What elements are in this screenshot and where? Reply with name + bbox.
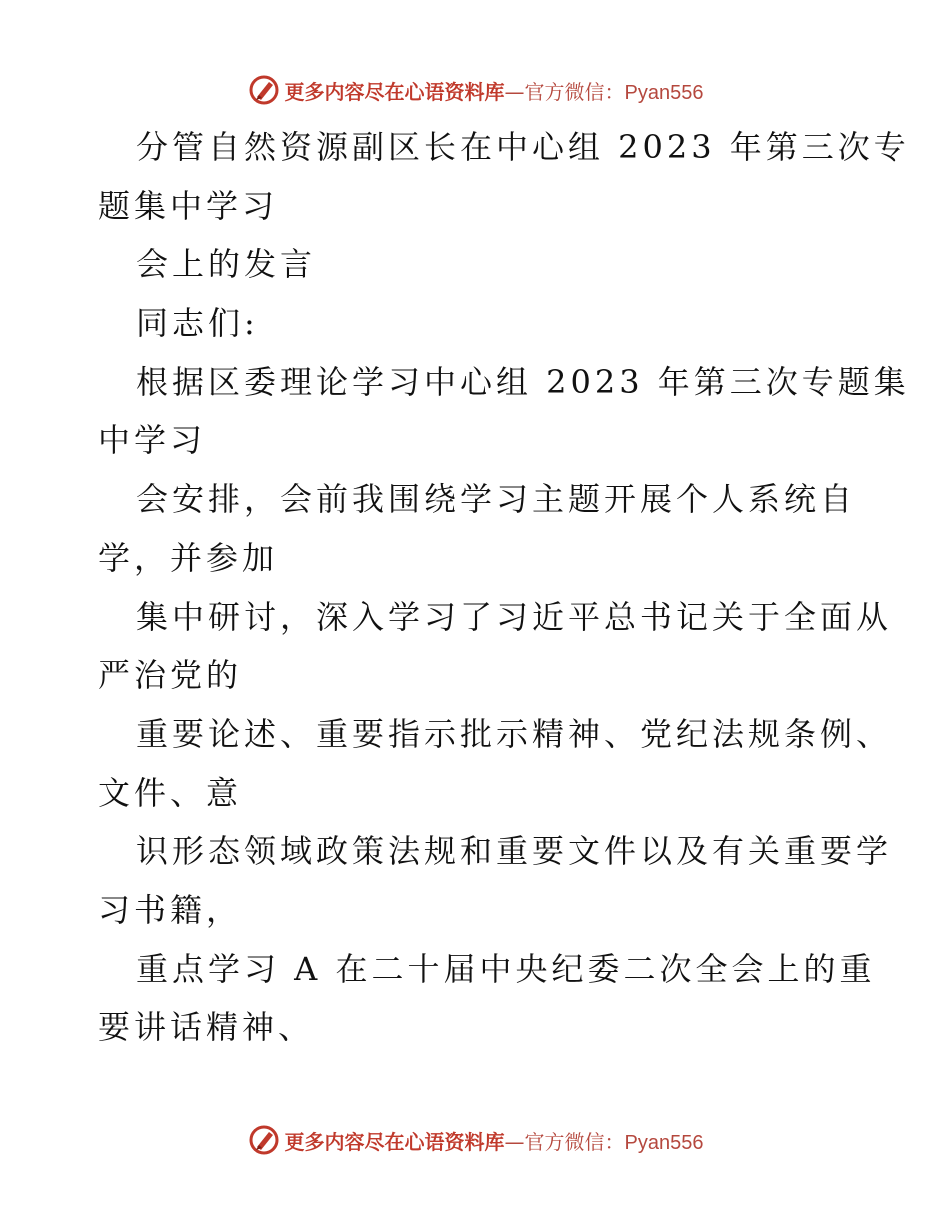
title-line-3: 会上的发言: [136, 245, 317, 284]
paragraph-line: 文件、意: [98, 773, 243, 812]
paragraph-line: 严治党的: [98, 656, 243, 695]
paragraph-line: 识形态领域政策法规和重要文件以及有关重要学: [136, 832, 893, 871]
paragraph-line: 集中研讨，深入学习了习近平总书记关于全面从: [136, 597, 893, 636]
pen-logo-icon: [247, 1123, 281, 1157]
pen-logo-icon: [247, 73, 281, 107]
title-line-1: 分管自然资源副区长在中心组 2023 年第三次专: [136, 128, 910, 166]
paragraph-line: 学，并参加: [98, 538, 279, 577]
paragraph-line: 中学习: [98, 421, 207, 460]
paragraph-line: 要讲话精神、: [98, 1008, 315, 1047]
document-body: [98, 118, 910, 1057]
paragraph-line: 重要论述、重要指示批示精神、党纪法规条例、: [136, 714, 893, 753]
paragraph-line: 根据区委理论学习中心组 2023 年第三次专题集: [136, 362, 910, 401]
paragraph-line: 会安排，会前我围绕学习主题开展个人系统自: [136, 480, 857, 519]
header-watermark-banner: [0, 70, 950, 110]
title-line-2: 题集中学习: [98, 186, 279, 225]
footer-banner-text: 更多内容尽在心语资料库—官方微信：Pyan556: [284, 1129, 704, 1154]
paragraph-line: 习书籍，: [98, 890, 243, 929]
salutation: 同志们:: [136, 304, 259, 343]
footer-watermark-banner: [0, 1120, 950, 1160]
paragraph-line: 重点学习 A 在二十届中央纪委二次全会上的重: [136, 949, 876, 988]
header-banner-text: 更多内容尽在心语资料库—官方微信：Pyan556: [284, 79, 704, 104]
